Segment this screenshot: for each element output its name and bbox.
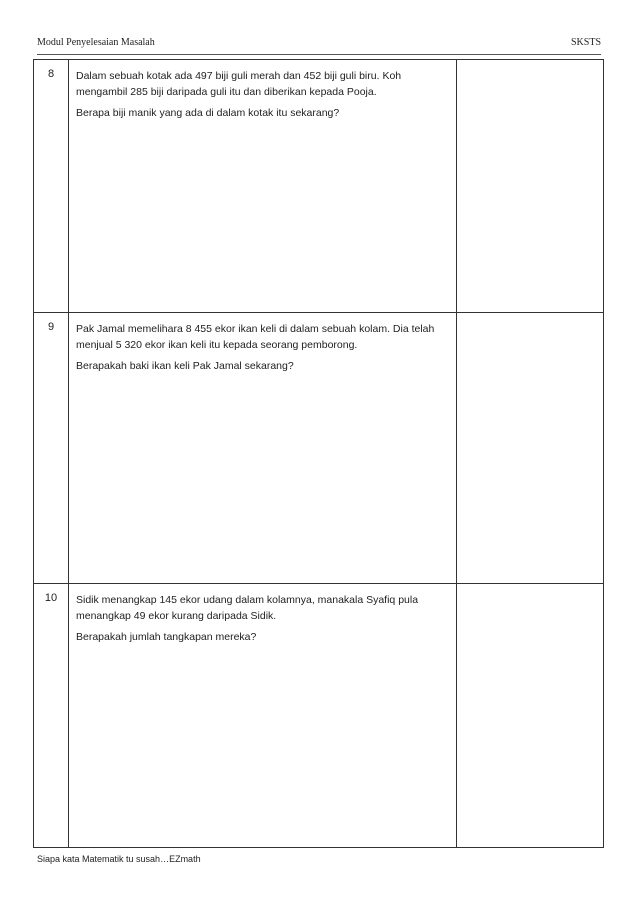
question-prompt: Berapakah baki ikan keli Pak Jamal sekarang? [76, 360, 294, 372]
question-row-9 [34, 312, 603, 583]
answer-cell[interactable] [457, 313, 603, 583]
header-school: SKSTS [570, 37, 601, 48]
question-text-cell [69, 313, 457, 583]
question-table [33, 59, 604, 848]
answer-cell[interactable] [457, 60, 603, 312]
answer-cell[interactable] [457, 584, 603, 847]
question-statement: Dalam sebuah kotak ada 497 biji guli merah dan 452 biji guli biru. Koh mengambil 285 biji daripada guli itu dan diberikan kepada Pooja. [76, 70, 402, 98]
question-statement: Pak Jamal memelihara 8 455 ekor ikan keli di dalam sebuah kolam. Dia telah menjual 5 320 ekor ikan keli itu kepada seorang pemborong. [76, 323, 435, 351]
question-prompt: Berapa biji manik yang ada di dalam kotak itu sekarang? [76, 107, 340, 119]
question-prompt: Berapakah jumlah tangkapan mereka? [76, 631, 257, 643]
question-statement: Sidik menangkap 145 ekor udang dalam kolamnya, manakala Syafiq pula menangkap 49 ekor kurang daripada Sidik. [76, 594, 419, 622]
question-number: 9 [34, 313, 69, 583]
page-header [37, 37, 601, 55]
question-row-10 [34, 583, 603, 847]
question-text-cell [69, 584, 457, 847]
question-text-cell [69, 60, 457, 312]
question-number: 8 [34, 60, 69, 312]
header-title: Modul Penyelesaian Masalah [37, 37, 155, 48]
question-row-8 [34, 60, 603, 312]
page-footer: Siapa kata Matematik tu susah…EZmath [37, 854, 201, 864]
question-number: 10 [34, 584, 69, 847]
